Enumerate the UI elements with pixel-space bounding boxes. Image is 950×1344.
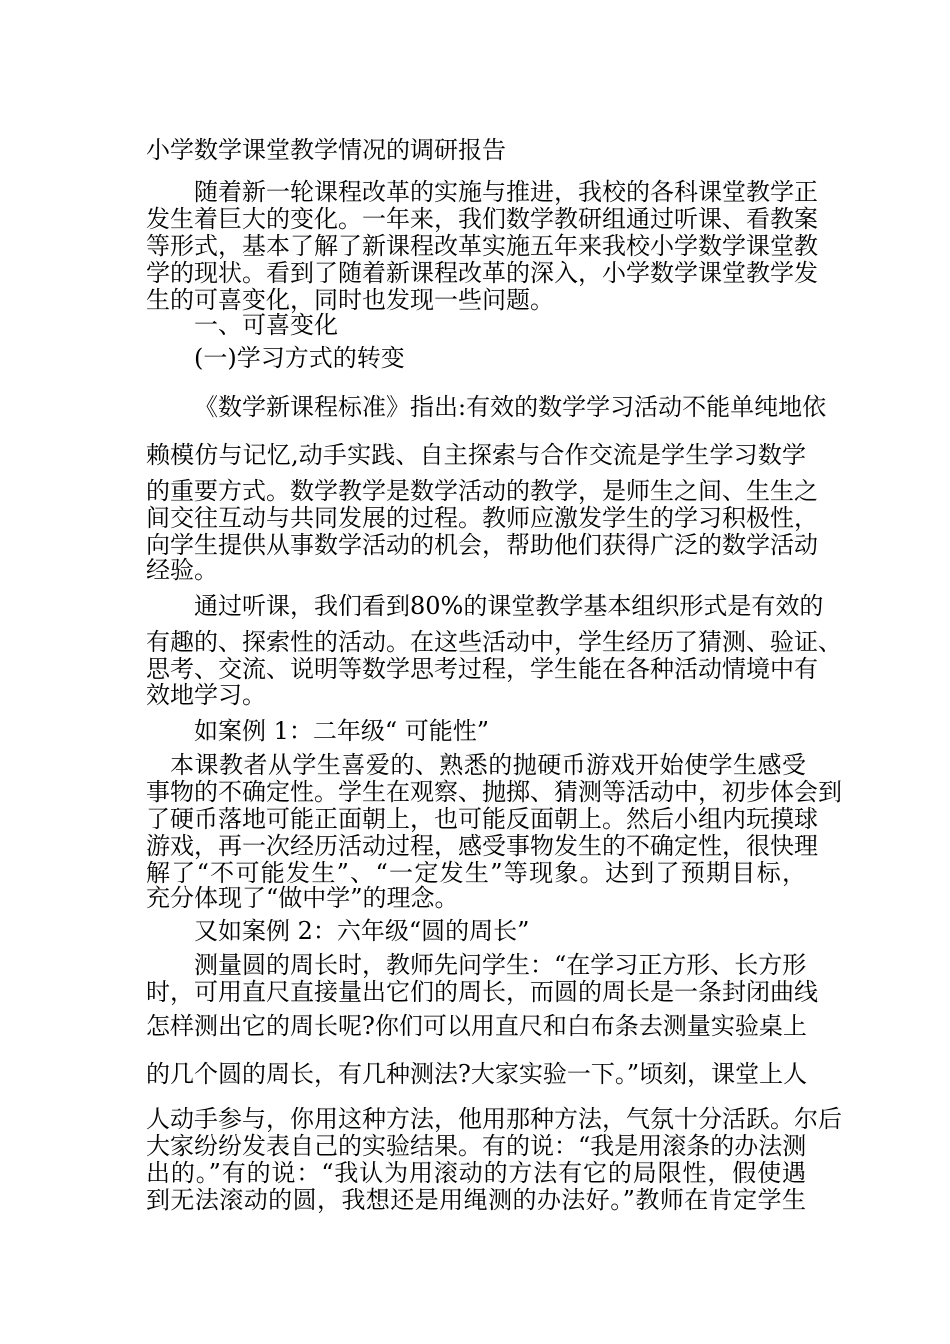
text-line: 事物的不确定性。学生在观察、抛掷、猜测等活动中，初步体会到 bbox=[146, 778, 842, 806]
text-line: 发生着巨大的变化。一年来，我们数学教研组通过听课、看教案 bbox=[146, 205, 818, 233]
text-line: 随着新一轮课程改革的实施与推进，我校的各科课堂教学正 bbox=[194, 178, 818, 206]
case-heading: 如案例 1：二年级“ 可能性” bbox=[194, 717, 490, 745]
text-line: 大家纷纷发表自己的实验结果。有的说：“我是用滚条的办法测 bbox=[146, 1132, 807, 1160]
text-line: 怎样测出它的周长呢?你们可以用直尺和白布条去测量实验桌上 bbox=[146, 1012, 807, 1040]
text-line: 游戏，再一次经历活动过程，感受事物发生的不确定性，很快理 bbox=[146, 832, 818, 860]
text-line: 本课教者从学生喜爱的、熟悉的抛硬币游戏开始使学生感受 bbox=[170, 751, 806, 779]
text-line: 了硬币落地可能正面朝上，也可能反面朝上。然后小组内玩摸球 bbox=[146, 805, 818, 833]
text-line: 效地学习。 bbox=[146, 681, 266, 709]
document-title: 小学数学课堂教学情况的调研报告 bbox=[146, 136, 506, 164]
section-heading: 一、可喜变化 bbox=[194, 311, 338, 339]
text-line: 《数学新课程标准》指出:有效的数学学习活动不能单纯地依 bbox=[194, 393, 827, 421]
text-line: 充分体现了“做中学”的理念。 bbox=[146, 884, 459, 912]
text-line: 到无法滚动的圆，我想还是用绳测的办法好。”教师在肯定学生 bbox=[146, 1186, 806, 1214]
case-heading: 又如案例 2：六年级“圆的周长” bbox=[194, 917, 530, 945]
text-line: 有趣的、探索性的活动。在这些活动中，学生经历了猜测、验证、 bbox=[146, 628, 842, 656]
text-line: 的几个圆的周长，有几种测法?大家实验一下。”顷刻，课堂上人 bbox=[146, 1060, 808, 1088]
text-line: 等形式，基本了解了新课程改革实施五年来我校小学数学课堂教 bbox=[146, 232, 818, 260]
text-line: 通过听课，我们看到80%的课堂教学基本组织形式是有效的 bbox=[194, 592, 824, 620]
text-line: 时，可用直尺直接量出它们的周长，而圆的周长是一条封闭曲线 bbox=[146, 978, 818, 1006]
text-line: 经验。 bbox=[146, 556, 218, 584]
subsection-heading: (一)学习方式的转变 bbox=[194, 344, 405, 372]
text-line: 人动手参与，你用这种方法，他用那种方法，气氛十分活跃。尔后 bbox=[146, 1105, 842, 1133]
text-line: 学的现状。看到了随着新课程改革的深入，小学数学课堂教学发 bbox=[146, 259, 818, 287]
text-line: 解了“不可能发生”、“一定发生”等现象。达到了预期目标， bbox=[146, 859, 806, 887]
text-line: 赖模仿与记忆,动手实践、自主探索与合作交流是学生学习数学 bbox=[146, 441, 806, 469]
text-line: 生的可喜变化，同时也发现一些问题。 bbox=[146, 286, 554, 314]
text-line: 思考、交流、说明等数学思考过程，学生能在各种活动情境中有 bbox=[146, 655, 818, 683]
text-line: 的重要方式。数学教学是数学活动的教学，是师生之间、生生之 bbox=[146, 477, 818, 505]
text-line: 测量圆的周长时，教师先问学生：“在学习正方形、长方形 bbox=[194, 951, 807, 979]
text-line: 向学生提供从事数学活动的机会，帮助他们获得广泛的数学活动 bbox=[146, 531, 818, 559]
text-line: 出的。”有的说：“我认为用滚动的方法有它的局限性，假使遇 bbox=[146, 1159, 806, 1187]
text-line: 间交往互动与共同发展的过程。教师应激发学生的学习积极性， bbox=[146, 504, 818, 532]
